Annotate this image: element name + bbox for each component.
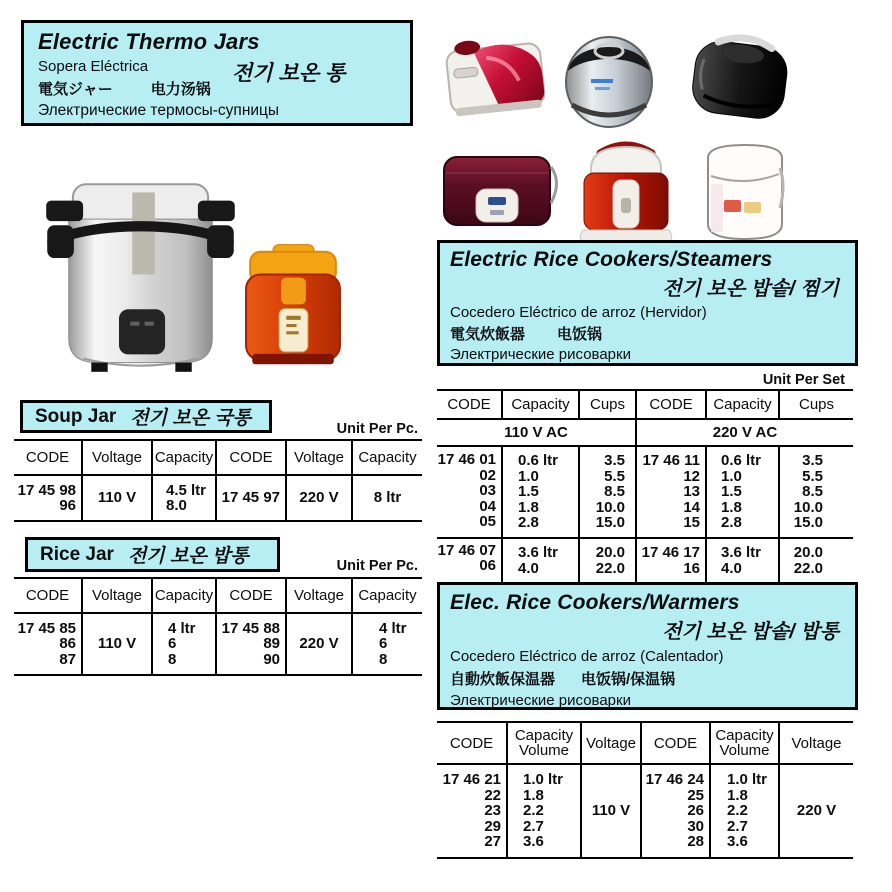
warmers-title-ko: 전기 보온 밥솥/ 밥통 [662,621,839,643]
col-header [710,722,779,764]
cups-cell [579,538,636,584]
soup-jar-table [14,439,422,522]
code-value: 12 [683,467,700,485]
capacity-value: 1.0 [518,467,539,485]
capacity-value: 6 [168,635,177,653]
code-value: 25 [687,786,704,804]
warmers-title: Elec. Rice Cookers/Warmers [450,591,740,614]
cups-value: 3.5 [802,452,823,469]
voltage-group-220: 220 V AC [636,419,853,446]
voltage-cell: 110 V [82,475,152,521]
thermo-jars-title-ko: 전기 보온 통 [232,62,346,85]
capacity-cell [507,764,581,858]
col-header: Capacity [352,578,422,613]
col-header: CODE [437,390,502,419]
col-header: CODE [216,578,286,613]
code-cell [437,538,502,584]
col-header: Capacity [152,578,216,613]
code-value: 29 [484,817,501,835]
steamers-title-ko: 전기 보온 밥솥/ 찜기 [662,278,839,300]
rice-jar-table [14,577,422,676]
code-value: 23 [484,802,501,819]
capacity-cell [352,613,422,675]
capacity-value: 1.0 ltr [727,771,768,788]
capacity-value: 1.0 [721,467,742,485]
cups-value: 15.0 [793,514,823,531]
col-header: Cups [579,390,636,419]
rice-warmer-maroon-photo [438,147,562,235]
warmers-data-row [437,764,853,858]
rice-jar-title-en: Rice Jar [40,543,114,565]
thermo-jar-red-white-photo [440,25,552,121]
soup-jar-data-row [14,475,422,521]
capacity-cell [706,446,779,538]
capacity-cell [152,613,216,675]
capacity-value: 3.6 [727,833,748,850]
steamers-title: Electric Rice Cookers/Steamers [450,248,773,271]
col-header: CODE [437,722,507,764]
col-header: Capacity [502,390,579,419]
steamers-subtitle-ru: Электрические рисоварки [450,346,631,363]
capacity-value: 2.7 [523,817,544,835]
col-header-line: Volume [719,742,770,759]
col-header: CODE [216,440,286,475]
voltage-cell: 220 V [779,764,853,858]
warmers-zh: 电饭锅/保温锅 [581,671,676,688]
cups-cell [579,446,636,538]
capacity-value: 2.7 [727,817,748,835]
cups-value: 22.0 [595,559,625,577]
capacity-value: 4 ltr [168,619,196,637]
code-cell [437,446,502,538]
code-value: 13 [683,483,700,500]
steamers-ja: 電気炊飯器 [450,326,526,343]
product-photo-grid [430,15,880,243]
capacity-value: 3.6 [523,833,544,850]
rice-cooker-red-photo [570,137,682,251]
capacity-cell [502,538,579,584]
cups-cell [779,538,853,584]
code-cell [14,613,82,675]
col-header: Capacity [152,440,216,475]
thermo-jars-ja: 電気ジャー [38,81,113,98]
col-header: Cups [779,390,853,419]
code-value: 89 [263,635,280,653]
warmers-header-box [437,582,858,710]
steamers-table [437,389,853,585]
col-header: Voltage [82,440,152,475]
warmers-table [437,721,853,859]
code-value: 17 45 98 [17,481,76,499]
thermo-jars-subtitle-es: Sopera Eléctrica [38,58,149,75]
rice-jar-title-ko: 전기 보온 밥통 [127,546,249,567]
steamers-subtitle-es: Cocedero Eléctrico de arroz (Hervidor) [450,304,707,321]
code-value: 17 46 01 [437,451,496,468]
capacity-value: 8 [379,650,388,668]
code-value: 06 [479,557,496,574]
warmers-table-header-row [437,722,853,764]
capacity-value: 1.5 [721,483,742,500]
capacity-value: 1.8 [727,786,748,804]
rice-jar-data-row [14,613,422,675]
capacity-value: 2.8 [518,514,539,531]
capacity-value: 3.6 ltr [518,544,559,561]
col-header: Capacity [706,390,779,419]
rice-jar-table-header-row [14,578,422,613]
cups-value: 10.0 [793,498,823,516]
col-header: CODE [14,440,82,475]
cups-cell [779,446,853,538]
code-value: 17 45 85 [17,619,76,637]
col-header: Voltage [82,578,152,613]
code-cell [636,538,706,584]
voltage-cell: 110 V [581,764,641,858]
code-cell [636,446,706,538]
code-value: 96 [59,497,76,514]
col-header: CODE [14,578,82,613]
capacity-value: 1.8 [523,786,544,804]
steamers-header-box [437,240,858,366]
col-header: Capacity [352,440,422,475]
thermo-jars-header-box [21,20,413,126]
thermo-jars-title: Electric Thermo Jars [38,29,260,54]
code-value: 17 46 11 [642,452,700,469]
code-value: 30 [687,817,704,835]
code-value: 16 [683,559,700,577]
capacity-value: 4.5 ltr [166,481,207,499]
code-cell: 17 45 97 [216,475,286,521]
code-value: 03 [479,482,496,499]
code-value: 17 46 24 [645,771,704,788]
capacity-value: 2.8 [721,514,742,531]
capacity-cell [152,475,216,521]
steamers-subtitle-cjk [450,323,845,344]
stainless-thermo-jar-photo [38,174,243,379]
steamers-unit-note: Unit Per Set [762,372,845,388]
capacity-value: 0.6 ltr [721,452,762,469]
capacity-value: 1.0 ltr [523,771,564,788]
col-header-line: Capacity [715,727,774,744]
thermo-jar-main-photo [20,150,420,395]
thermo-jars-subtitle-ru: Электрические термосы-супницы [38,102,280,119]
capacity-value: 8 [168,650,177,668]
soup-jar-unit-note: Unit Per Pc. [336,421,418,437]
cups-value: 8.5 [802,483,823,500]
code-value: 28 [687,833,704,850]
cups-value: 5.5 [604,467,625,485]
col-header-line: Volume [518,742,570,759]
capacity-value: 1.5 [518,483,539,500]
voltage-group-110: 110 V AC [437,419,636,446]
code-value: 17 45 88 [221,619,280,637]
col-header: Voltage [779,722,853,764]
capacity-value: 2.2 [727,802,748,819]
rice-cooker-silver-photo [563,27,655,129]
capacity-value: 4.0 [721,559,742,577]
voltage-cell: 220 V [286,613,352,675]
cups-value: 10.0 [595,498,625,516]
code-value: 87 [59,650,76,668]
orange-rice-cooker-photo [244,242,342,372]
warmers-ja: 自動炊飯保温器 [450,671,556,688]
soup-jar-title-en: Soup Jar [35,405,117,427]
col-header [507,722,581,764]
rice-cooker-white-photo [698,140,792,246]
capacity-cell [706,538,779,584]
capacity-cell [502,446,579,538]
rice-cooker-black-photo [682,30,800,126]
steamers-table-header-row [437,390,853,419]
code-cell [641,764,710,858]
cups-value: 5.5 [802,467,823,485]
cups-value: 15.0 [595,514,625,531]
col-header-line: Capacity [514,727,574,744]
code-value: 04 [479,497,496,515]
code-cell [14,475,82,521]
code-value: 17 46 07 [437,541,496,559]
code-value: 17 46 17 [641,544,700,561]
steamers-zh: 电饭锅 [557,326,603,343]
code-value: 15 [683,514,700,531]
code-value: 14 [683,498,700,516]
soup-jar-title-ko: 전기 보온 국통 [130,408,251,429]
code-value: 05 [479,513,496,530]
code-value: 02 [479,466,496,484]
code-value: 17 46 21 [442,771,501,788]
code-cell [216,613,286,675]
cups-value: 20.0 [595,544,625,561]
rice-jar-unit-note: Unit Per Pc. [336,558,418,574]
capacity-value: 8.0 [166,497,187,514]
capacity-value: 2.2 [523,802,544,819]
capacity-value: 4.0 [518,559,539,577]
cups-value: 20.0 [793,544,823,561]
code-value: 27 [484,833,501,850]
capacity-value: 6 [379,635,388,653]
col-header: CODE [636,390,706,419]
capacity-value: 0.6 ltr [518,452,559,469]
voltage-cell: 110 V [82,613,152,675]
steamers-voltage-group-row [437,419,853,446]
col-header: Voltage [581,722,641,764]
warmers-subtitle-es: Cocedero Eléctrico de arroz (Calentador) [450,648,724,665]
capacity-cell: 8 ltr [352,475,422,521]
capacity-value: 4 ltr [379,619,407,637]
code-value: 26 [687,802,704,819]
cups-value: 22.0 [793,559,823,577]
warmers-subtitle-cjk [450,668,845,689]
capacity-value: 1.8 [518,498,539,516]
col-header: Voltage [286,578,352,613]
col-header: CODE [641,722,710,764]
cups-value: 8.5 [604,483,625,500]
col-header: Voltage [286,440,352,475]
thermo-jars-zh: 电力汤锅 [150,81,211,98]
code-value: 22 [484,786,501,804]
steamers-group1-row [437,446,853,538]
capacity-value: 3.6 ltr [721,544,762,561]
steamers-group2-row [437,538,853,584]
warmers-subtitle-ru: Электрические рисоварки [450,692,631,709]
code-value: 86 [59,635,76,653]
capacity-value: 1.8 [721,498,742,516]
thermo-jars-subtitle-cjk [38,78,400,99]
voltage-cell: 220 V [286,475,352,521]
code-cell [437,764,507,858]
capacity-cell [710,764,779,858]
soup-jar-table-header-row [14,440,422,475]
cups-value: 3.5 [604,452,625,469]
code-value: 90 [263,650,280,668]
